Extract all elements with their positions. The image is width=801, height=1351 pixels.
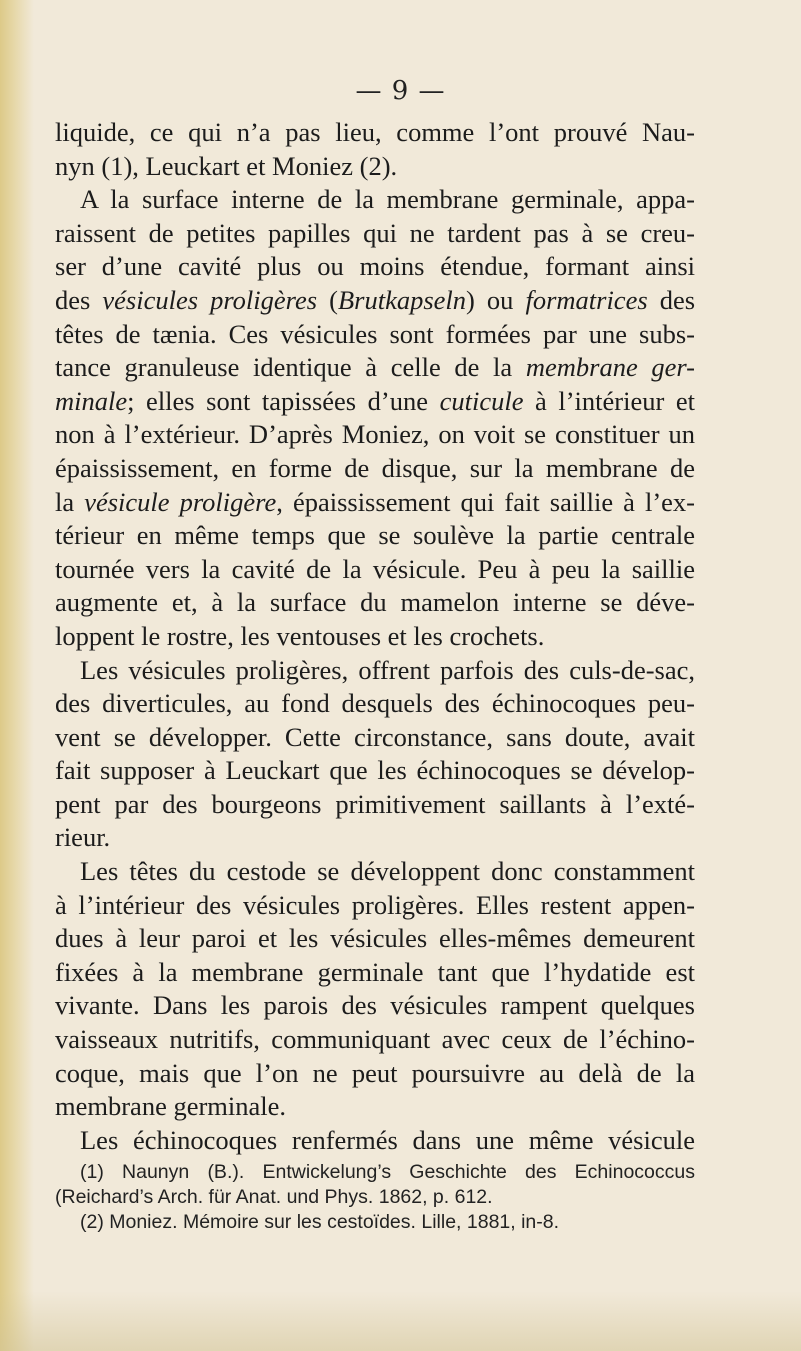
text-line: A la surface interne de la membrane germinale, appa- xyxy=(80,184,695,215)
italic-term: vésicule proligère xyxy=(84,486,277,517)
text-line: coque, mais que l’on ne peut poursuivre au delà de la xyxy=(55,1057,695,1088)
text-line: dues à leur paroi et les vésicules elles-mêmes demeurent xyxy=(55,923,695,954)
text-line: loppent le rostre, les ventouses et les crochets. xyxy=(55,620,545,651)
italic-term: formatrices xyxy=(525,284,648,315)
text-line: ser d’une cavité plus ou moins étendue, formant ainsi xyxy=(55,251,695,282)
text-line: tournée vers la cavité de la vésicule. Peu à peu la saillie xyxy=(55,553,695,584)
text-line: minale; elles sont tapissées d’une cuticule à l’intérieur et xyxy=(55,385,695,416)
body-text xyxy=(55,116,695,1157)
footnote-line: (2) Moniez. Mémoire sur les cestoïdes. Lille, 1881, in-8. xyxy=(80,1211,560,1233)
text-line: vivante. Dans les parois des vésicules rampent quelques xyxy=(55,990,695,1021)
text-line: raissent de petites papilles qui ne tardent pas à se creu- xyxy=(55,217,695,248)
text-line: tance granuleuse identique à celle de la membrane ger- xyxy=(55,352,695,383)
text-line: pent par des bourgeons primitivement saillants à l’exté- xyxy=(55,788,695,819)
footnote-line: (Reichard’s Arch. für Anat. und Phys. 1862, p. 612. xyxy=(55,1186,493,1208)
italic-term: Brutkapseln xyxy=(337,284,467,315)
text-line: la vésicule proligère, épaississement qui fait saillie à l’ex- xyxy=(55,486,695,517)
text-line: térieur en même temps que se soulève la partie centrale xyxy=(55,520,695,551)
italic-term: membrane ger- xyxy=(525,352,695,383)
text-line: des vésicules proligères (Brutkapseln) ou formatrices des xyxy=(55,284,696,315)
text-line: épaississement, en forme de disque, sur la membrane de xyxy=(55,452,695,483)
text-line: vaisseaux nutritifs, communiquant avec ceux de l’échino- xyxy=(55,1024,695,1055)
page-number: — 9 — xyxy=(355,76,446,106)
text-line: têtes de tænia. Ces vésicules sont formées par une subs- xyxy=(55,318,695,349)
text-line: augmente et, à la surface du mamelon interne se déve- xyxy=(55,587,695,618)
text-line: Les échinocoques renfermés dans une même vésicule xyxy=(80,1124,695,1155)
text-line: des diverticules, au fond desquels des échinocoques peu- xyxy=(55,688,695,719)
footnote-line: (1) Naunyn (B.). Entwickelung’s Geschichte des Echinococcus xyxy=(80,1161,695,1183)
text-line: Les vésicules proligères, offrent parfois des culs-de-sac, xyxy=(80,654,695,685)
text-line: liquide, ce qui n’a pas lieu, comme l’ont prouvé Nau- xyxy=(55,117,695,147)
italic-term: minale xyxy=(55,385,128,416)
page-bottom-shade xyxy=(0,1291,801,1351)
text-line: Les têtes du cestode se développent donc constamment xyxy=(80,856,695,887)
text-line: fixées à la membrane germinale tant que l’hydatide est xyxy=(55,956,695,987)
footnotes xyxy=(55,1160,695,1235)
text-line: fait supposer à Leuckart que les échinocoques se dévelop- xyxy=(55,755,695,786)
italic-term: cuticule xyxy=(439,385,524,416)
page-edge-shadow xyxy=(0,0,34,1351)
text-line: rieur. xyxy=(55,822,111,853)
text-line: nyn (1), Leuckart et Moniez (2). xyxy=(55,150,398,181)
italic-term: vésicules proligères xyxy=(102,284,318,315)
text-line: vent se développer. Cette circonstance, sans doute, avait xyxy=(55,721,695,752)
text-line: à l’intérieur des vésicules proligères. Elles restent appen- xyxy=(55,889,695,920)
text-line: membrane germinale. xyxy=(55,1091,287,1122)
text-line: non à l’extérieur. D’après Moniez, on voit se constituer un xyxy=(55,419,695,450)
